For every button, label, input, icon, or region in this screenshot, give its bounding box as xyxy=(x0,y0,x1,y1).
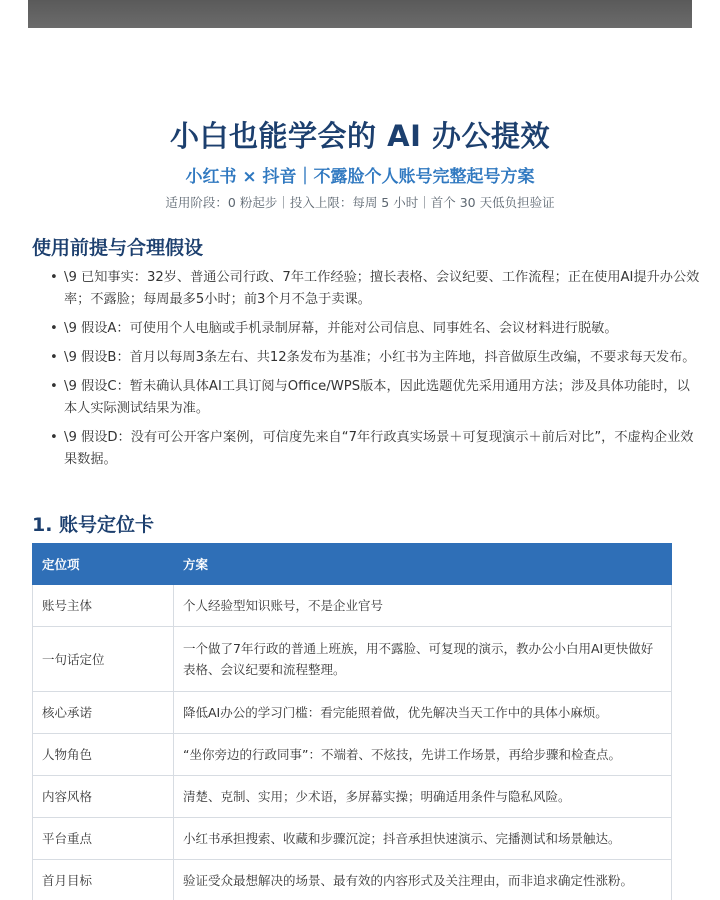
assumptions-list xyxy=(50,267,700,478)
table-row xyxy=(33,860,672,900)
list-item xyxy=(50,427,700,471)
bullet-icon: • xyxy=(50,350,58,365)
table-cell-value: 一个做了7年行政的普通上班族，用不露脸、可复现的演示，教办公小白用AI更快做好表格、会议纪要和流程整理。 xyxy=(174,627,672,692)
table-row xyxy=(33,692,672,734)
positioning-table xyxy=(32,543,672,900)
list-item-text: \9 已知事实：32岁、普通公司行政、7年工作经验；擅长表格、会议纪要、工作流程；正在使用AI提升办公效率；不露脸；每周最多5小时；前3个月不急于卖课。 xyxy=(64,270,700,307)
table-cell-value: 个人经验型知识账号，不是企业官号 xyxy=(174,585,672,627)
bullet-icon: • xyxy=(50,379,58,394)
table-row xyxy=(33,627,672,692)
page-subtitle: 小红书 × 抖音｜不露脸个人账号完整起号方案 xyxy=(185,167,535,187)
table-cell-key: 平台重点 xyxy=(33,818,174,860)
table-cell-key: 一句话定位 xyxy=(33,627,174,692)
table-cell-value: 清楚、克制、实用；少术语，多屏幕实操；明确适用条件与隐私风险。 xyxy=(174,776,672,818)
table-cell-key: 账号主体 xyxy=(33,585,174,627)
table-row xyxy=(33,776,672,818)
bullet-icon: • xyxy=(50,270,58,285)
list-item-text: \9 假设B：首月以每周3条左右、共12条发布为基准；小红书为主阵地，抖音做原生改编，不要求每天发布。 xyxy=(64,350,696,365)
table-cell-key: 人物角色 xyxy=(33,734,174,776)
page-title: 小白也能学会的 AI 办公提效 xyxy=(170,119,550,153)
top-bar xyxy=(28,0,692,28)
meta-line: 适用阶段：0 粉起步｜投入上限：每周 5 小时｜首个 30 天低负担验证 xyxy=(165,195,555,210)
section-heading-assumptions: 使用前提与合理假设 xyxy=(32,237,204,259)
list-item-text: \9 假设D：没有可公开客户案例，可信度先来自“7年行政真实场景＋可复现演示＋前后对比”，不虚构企业效果数据。 xyxy=(64,430,694,467)
list-item xyxy=(50,347,700,369)
list-item-text: \9 假设A：可使用个人电脑或手机录制屏幕，并能对公司信息、同事姓名、会议材料进行脱敏。 xyxy=(64,321,618,336)
list-item xyxy=(50,267,700,311)
table-cell-value: 降低AI办公的学习门槛：看完能照着做，优先解决当天工作中的具体小麻烦。 xyxy=(174,692,672,734)
table-row xyxy=(33,585,672,627)
table-cell-key: 内容风格 xyxy=(33,776,174,818)
table-cell-key: 核心承诺 xyxy=(33,692,174,734)
table-cell-value: 验证受众最想解决的场景、最有效的内容形式及关注理由，而非追求确定性涨粉。 xyxy=(174,860,672,900)
table-cell-key: 首月目标 xyxy=(33,860,174,900)
list-item xyxy=(50,318,700,340)
list-item-text: \9 假设C：暂未确认具体AI工具订阅与Office/WPS版本，因此选题优先采用通用方法；涉及具体功能时，以本人实际测试结果为准。 xyxy=(64,379,690,416)
table-row xyxy=(33,734,672,776)
bullet-icon: • xyxy=(50,430,58,445)
table-cell-value: “坐你旁边的行政同事”：不端着、不炫技，先讲工作场景，再给步骤和检查点。 xyxy=(174,734,672,776)
section-heading-positioning: 1. 账号定位卡 xyxy=(32,514,155,536)
table-header-row xyxy=(33,544,672,585)
table-cell-value: 小红书承担搜索、收藏和步骤沉淀；抖音承担快速演示、完播测试和场景触达。 xyxy=(174,818,672,860)
table-row xyxy=(33,818,672,860)
list-item xyxy=(50,376,700,420)
bullet-icon: • xyxy=(50,321,58,336)
table-header-cell: 方案 xyxy=(174,544,672,585)
table-header-cell: 定位项 xyxy=(33,544,174,585)
